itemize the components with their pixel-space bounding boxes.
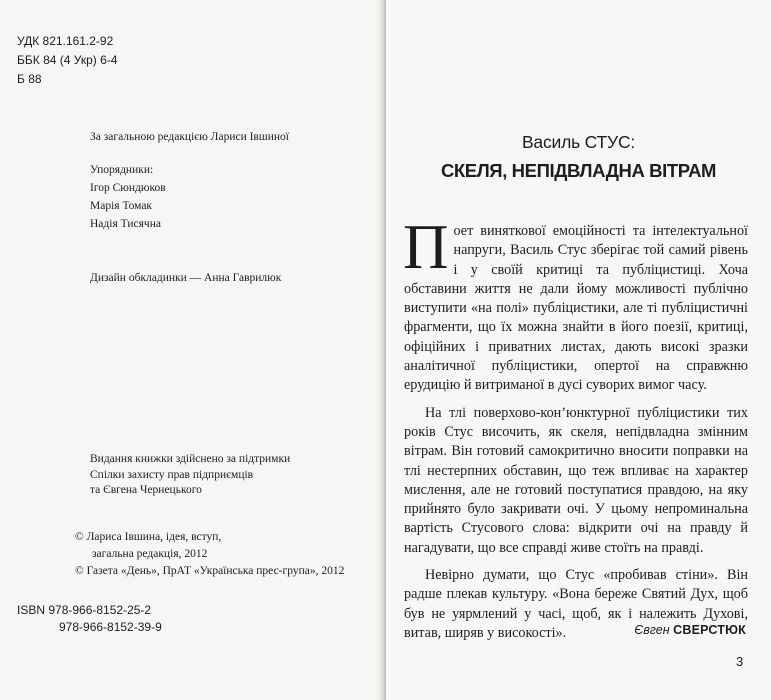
support-line: та Євгена Чернецького <box>90 484 202 496</box>
isbn-block <box>17 602 162 636</box>
author-mark: Б 88 <box>17 72 42 86</box>
drop-cap: П <box>403 212 449 282</box>
compiler-name: Марія Томак <box>90 200 153 212</box>
editor-line: За загальною редакцією Лариси Івшиної <box>90 131 289 143</box>
compilers-heading: Упорядники: <box>90 164 154 176</box>
classification-codes <box>17 32 117 89</box>
page-number: 3 <box>736 654 744 669</box>
bbk-code: ББК 84 (4 Укр) 6-4 <box>17 53 118 67</box>
paragraph: На тлі поверхово-кон’юнктурної публіцистики тих років Стус височить, як скеля, непідвладна змінним вітрам. Він готовий самокритично вносити поправки на тлі нестерпних обставин, що теж впливає на характер мислення, але не готовий поступатися правдою, на яку прийнято було закривати очі. У цьому непроминальна вартість Стусового слова: відкрити очі на правду й нагадувати, що все справді живе стоїть на правді. <box>404 404 748 556</box>
signature <box>386 623 746 637</box>
cover-design-credit: Дизайн обкладинки — Анна Гаврилюк <box>90 272 282 284</box>
paragraph-text: оет виняткової емоційності та інтелектуальної напруги, Василь Стус зберігає той самий рівень і у своїй критиці та публіцистиці. Хоча обставини життя не дали йому можливості публічно виступити «на полі» публіцистики, але ті публіцистичні фрагменти, що їх можна знайти в його поезії, критиці, офіційних і приватних листах, дають високі зразки аналітичної публіцистики, опертої на справжню ерудицію й витриманої в дусі суворих вимог часу. <box>404 223 748 394</box>
copyright-block <box>75 529 344 580</box>
udk-code: УДК 821.161.2-92 <box>17 34 114 48</box>
support-credit <box>90 452 290 499</box>
preface-body <box>403 212 748 643</box>
copyright-line: © Лариса Івшина, ідея, вступ, <box>75 531 222 543</box>
paragraph <box>403 212 748 396</box>
preface-author: Василь СТУС: <box>521 132 636 152</box>
support-line: Видання книжки здійснено за підтримки <box>90 453 291 465</box>
support-line: Спілки захисту прав підприємців <box>90 468 254 481</box>
isbn-line: ISBN 978-966-8152-25-2 <box>17 603 152 617</box>
paragraph: Невірно думати, що Стус «пробивав стіни». Він радше плекав культуру. «Вона береже Святий Дух, щоб був не уярмлений у часі, щоб, як і належить Духові, витав, ширяв у високості». <box>404 567 748 641</box>
signature-first-name: Євген <box>634 623 670 637</box>
copyright-line: загальна редакція, 2012 <box>92 548 208 560</box>
isbn-line: 978-966-8152-39-9 <box>59 620 162 634</box>
right-page <box>386 0 771 700</box>
preface-title: СКЕЛЯ, НЕПІДВЛАДНА ВІТРАМ <box>440 160 717 181</box>
left-page <box>0 0 384 700</box>
compiler-name: Ігор Сюндюков <box>90 182 166 194</box>
signature-surname: СВЕРСТЮК <box>673 623 746 637</box>
compilers-block <box>90 161 166 233</box>
copyright-line: © Газета «День», ПрАТ «Українська прес-група», 2012 <box>75 565 345 577</box>
compiler-name: Надія Тисячна <box>90 218 161 230</box>
